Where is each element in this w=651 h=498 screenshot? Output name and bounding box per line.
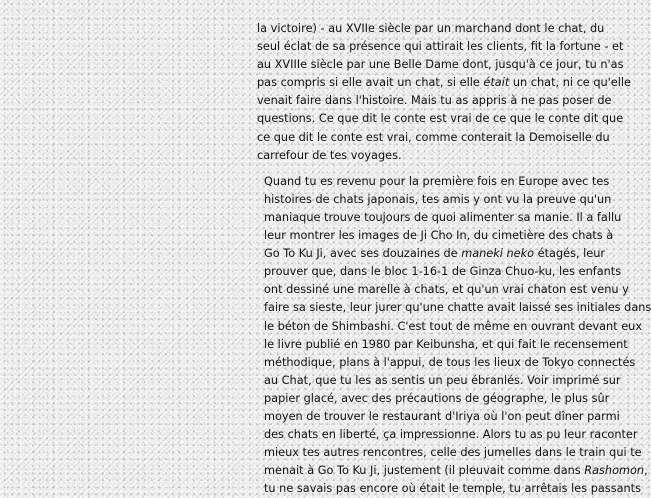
text-run: étagés, leur <box>534 247 606 261</box>
text-run: seul éclat de sa présence qui attirait les clients, fit la fortune - et <box>257 40 624 54</box>
text-line <box>257 336 628 354</box>
paragraph <box>257 20 631 165</box>
text-line <box>257 129 621 147</box>
text-run: ce que dit le conte est vrai, comme conterait la Demoiselle du <box>257 130 610 144</box>
text-run: au XVIIIe siècle par une Belle Dame dont, jusqu'à ce jour, tu n'as <box>257 58 624 72</box>
text-line <box>257 56 624 74</box>
text-run: le livre publié en 1980 par Keibunsha, et qui fait le recensement <box>264 337 628 351</box>
text-run: papier glacé, avec des précautions de géographe, le plus sûr <box>264 391 610 405</box>
text-run: leur montrer les images de Ji Cho In, du cimetière des chats à <box>264 229 614 243</box>
text-run: moyen de trouver le restaurant d'Iriya où l'on peut dîner parmi <box>264 409 620 423</box>
text-run: faire sa sieste, leur jurer qu'une chatte avait laissé ses initiales dans <box>264 301 651 315</box>
text-run: le béton de Shimbashi. C'est tout de même en ouvrant devant eux <box>264 319 643 333</box>
text-line <box>257 480 641 498</box>
italic-text-run: était <box>483 76 510 90</box>
text-line <box>257 191 621 209</box>
text-run: questions. Ce que dit le conte est vrai de ce que le conte dit que <box>257 112 624 126</box>
text-line <box>257 318 643 336</box>
text-line <box>257 408 621 426</box>
text-line <box>257 173 621 191</box>
text-run: au Chat, que tu les as sentis un peu ébranlés. Voir imprimé sur <box>264 373 621 387</box>
italic-text-run: Rashomon <box>584 464 645 478</box>
text-run: mieux tes autres rencontres, celle des jumelles dans le train qui te <box>264 446 642 460</box>
text-run: histoires de chats japonais, tes amis y ont vu la preuve qu'un <box>264 192 612 206</box>
text-line <box>257 38 624 56</box>
text-line <box>257 110 624 128</box>
text-line <box>257 390 621 408</box>
text-line <box>257 299 651 317</box>
text-run: Quand tu es revenu pour la première fois en Europe avec tes <box>264 174 610 188</box>
text-line <box>257 263 621 281</box>
text-line <box>257 462 648 480</box>
text-run: prouver que, dans le bloc 1-16-1 de Ginza Chuo-ku, les enfants <box>264 265 622 279</box>
text-run: des chats en liberté, ça impressionne. Alors tu as pu leur raconter <box>264 428 638 442</box>
text-line <box>257 372 621 390</box>
text-line <box>257 147 621 165</box>
text-line <box>257 354 636 372</box>
text-line <box>257 245 621 263</box>
text-run: venait faire dans l'histoire. Mais tu as appris à ne pas poser de <box>257 94 612 108</box>
text-run: carrefour de tes voyages. <box>257 148 402 162</box>
text-run: pas compris si elle avait un chat, si elle <box>257 76 484 90</box>
text-run: un chat, ni ce qu'elle <box>509 76 631 90</box>
text-line <box>257 227 621 245</box>
text-run: tu ne savais pas encore où était le temple, tu arrêtais les passants <box>264 482 641 496</box>
text-run: ont dessiné une marelle à chats, et qu'un vrai chaton est venu y <box>264 283 629 297</box>
text-run: , <box>644 464 648 478</box>
text-line <box>257 444 642 462</box>
text-run: Go To Ku Ji, avec ses douzaines de <box>264 247 462 261</box>
text-run: menait à Go To Ku Ji, justement (il pleuvait comme dans <box>264 464 585 478</box>
text-run: la victoire) - au XVIIe siècle par un marchand dont le chat, du <box>257 22 605 35</box>
italic-text-run: maneki neko <box>461 247 535 261</box>
paragraph <box>257 173 651 498</box>
text-column <box>257 20 651 498</box>
text-line <box>257 20 621 38</box>
text-run: méthodique, plans à l'appui, de tous les lieux de Tokyo connectés <box>264 355 636 369</box>
text-line <box>257 281 629 299</box>
text-line <box>257 74 631 92</box>
text-line <box>257 92 621 110</box>
text-line <box>257 426 638 444</box>
text-run: maniaque trouve toujours de quoi alimenter sa manie. Il a fallu <box>264 210 622 224</box>
text-line <box>257 209 621 227</box>
